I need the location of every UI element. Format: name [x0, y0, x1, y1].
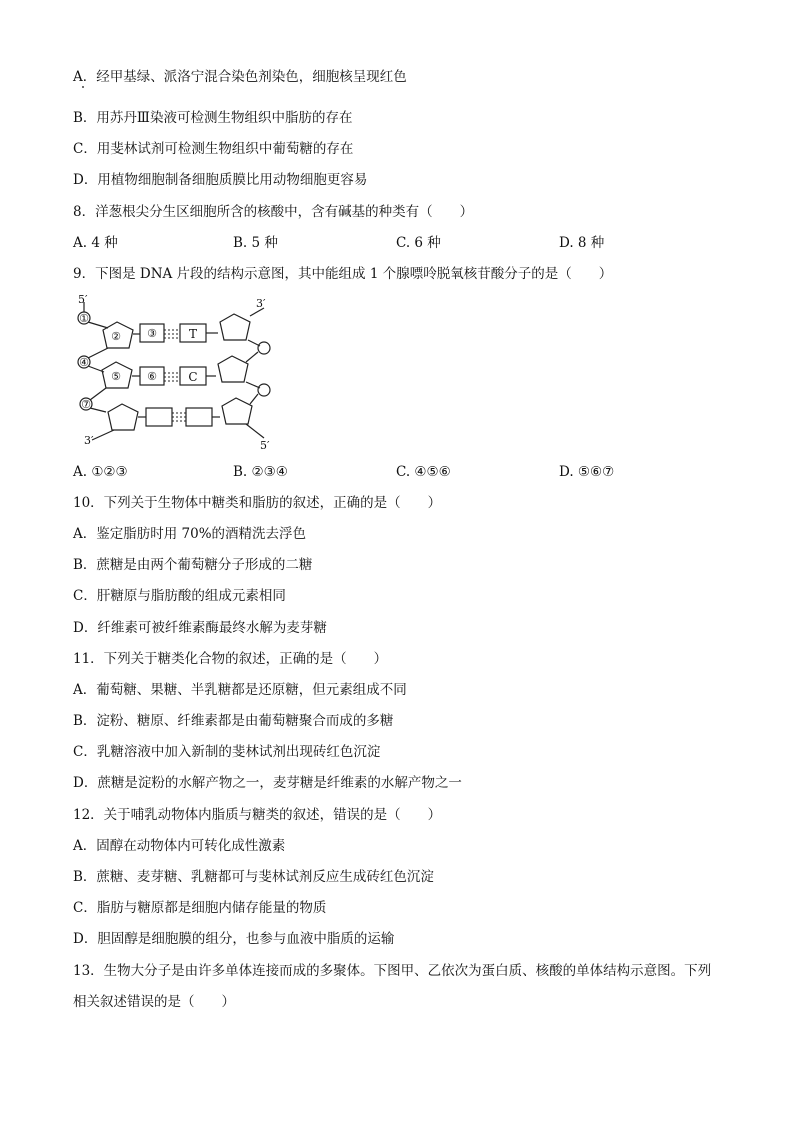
q11-option-a: A．葡萄糖、果糖、半乳糖都是还原糖，但元素组成不同: [73, 682, 407, 698]
bond-phosphate-sugar-r3: [250, 394, 258, 404]
pentagon-right-mid: [218, 356, 248, 382]
label-5: ⑤: [111, 370, 121, 383]
q10-option-c: C．肝糖原与脂肪酸的组成元素相同: [73, 588, 286, 604]
label-1: ①: [79, 312, 89, 325]
three-prime-top-right: 3′: [256, 297, 266, 310]
q8-option-b: B. 5 种: [233, 235, 278, 251]
q13-stem-line1: 13．生物大分子是由许多单体连接而成的多聚体。下图甲、乙依次为蛋白质、核酸的单体结构示意图。下列: [73, 963, 712, 979]
box-bottom-right: [186, 408, 212, 426]
q10-option-a: A．鉴定脂肪时用 70%的酒精洗去浮色: [73, 526, 307, 542]
q10-option-b: B．蔗糖是由两个葡萄糖分子形成的二糖: [73, 557, 313, 573]
q11-option-b: B．淀粉、糖原、纤维素都是由葡萄糖聚合而成的多糖: [73, 713, 394, 729]
backbone-bottom-left: [92, 430, 114, 440]
base-T-label: T: [188, 327, 198, 341]
bond-sugar-phosphate-r2: [246, 382, 260, 388]
bond-phosphate-sugar-r2: [246, 352, 258, 362]
base-C-label: C: [188, 370, 198, 384]
q7-option-b: B．用苏丹Ⅲ染液可检测生物组织中脂肪的存在: [73, 110, 353, 126]
bond-7-sugar: [90, 408, 106, 412]
q12-option-d: D．胆固醇是细胞膜的组分，也参与血液中脂质的运输: [73, 931, 395, 947]
q7-option-a: A．经甲基绿、派洛宁混合染色剂染色，细胞核呈现红色: [73, 69, 407, 85]
label-2: ②: [111, 330, 121, 343]
label-6: ⑥: [147, 370, 157, 383]
q9-stem: 9．下图是 DNA 片段的结构示意图，其中能组成 1 个腺嘌呤脱氧核苷酸分子的是（ ）: [73, 266, 613, 282]
q9-option-d: D. ⑤⑥⑦: [559, 464, 615, 480]
q11-option-d: D．蔗糖是淀粉的水解产物之一，麦芽糖是纤维素的水解产物之一: [73, 775, 462, 791]
phosphate-right-1: [258, 342, 270, 354]
q9-option-a: A. ①②③: [73, 464, 128, 480]
label-7: ⑦: [81, 398, 91, 411]
q10-option-d: D．纤维素可被纤维素酶最终水解为麦芽糖: [73, 620, 327, 636]
label-3: ③: [147, 327, 157, 340]
q8-option-a: A. 4 种: [73, 235, 118, 251]
pentagon-right-bottom: [222, 398, 252, 424]
bond-1-2: [88, 322, 108, 328]
q7-option-d: D．用植物细胞制备细胞质膜比用动物细胞更容易: [73, 172, 368, 188]
bond-4-5: [88, 366, 104, 372]
q9-option-c: C. ④⑤⑥: [396, 464, 451, 480]
five-prime-top-left: 5′: [78, 293, 88, 306]
bond-2-4: [88, 348, 108, 358]
q11-stem: 11．下列关于糖类化合物的叙述，正确的是（ ）: [73, 651, 388, 667]
bond-5-7: [90, 388, 106, 400]
q7-option-c: C．用斐林试剂可检测生物组织中葡萄糖的存在: [73, 141, 354, 157]
backbone-bottom-right: [246, 424, 264, 438]
pentagon-bottom-left: [108, 404, 138, 430]
q12-stem: 12．关于哺乳动物体内脂质与糖类的叙述，错误的是（ ）: [73, 807, 442, 823]
q12-option-a: A．固醇在动物体内可转化成性激素: [73, 838, 286, 854]
three-prime-bottom-left: 3′: [84, 434, 94, 447]
q8-option-c: C. 6 种: [396, 235, 441, 251]
q12-option-c: C．脂肪与糖原都是细胞内储存能量的物质: [73, 900, 327, 916]
dna-structure-diagram: [70, 292, 290, 454]
stray-dot-mark: [82, 86, 84, 88]
phosphate-right-2: [258, 384, 270, 396]
q8-stem: 8．洋葱根尖分生区细胞所含的核酸中，含有碱基的种类有（ ）: [73, 204, 474, 220]
box-bottom-left: [146, 408, 172, 426]
q12-option-b: B．蔗糖、麦芽糖、乳糖都可与斐林试剂反应生成砖红色沉淀: [73, 869, 434, 885]
q8-option-d: D. 8 种: [559, 235, 605, 251]
q9-option-b: B. ②③④: [233, 464, 288, 480]
pentagon-right-top: [220, 314, 250, 340]
label-4: ④: [79, 356, 89, 369]
q11-option-c: C．乳糖溶液中加入新制的斐林试剂出现砖红色沉淀: [73, 744, 381, 760]
five-prime-bottom-right: 5′: [260, 439, 270, 452]
q13-stem-line2: 相关叙述错误的是（ ）: [73, 994, 235, 1010]
q10-stem: 10．下列关于生物体中糖类和脂肪的叙述，正确的是（ ）: [73, 495, 442, 511]
dna-structure-svg: [70, 292, 290, 454]
